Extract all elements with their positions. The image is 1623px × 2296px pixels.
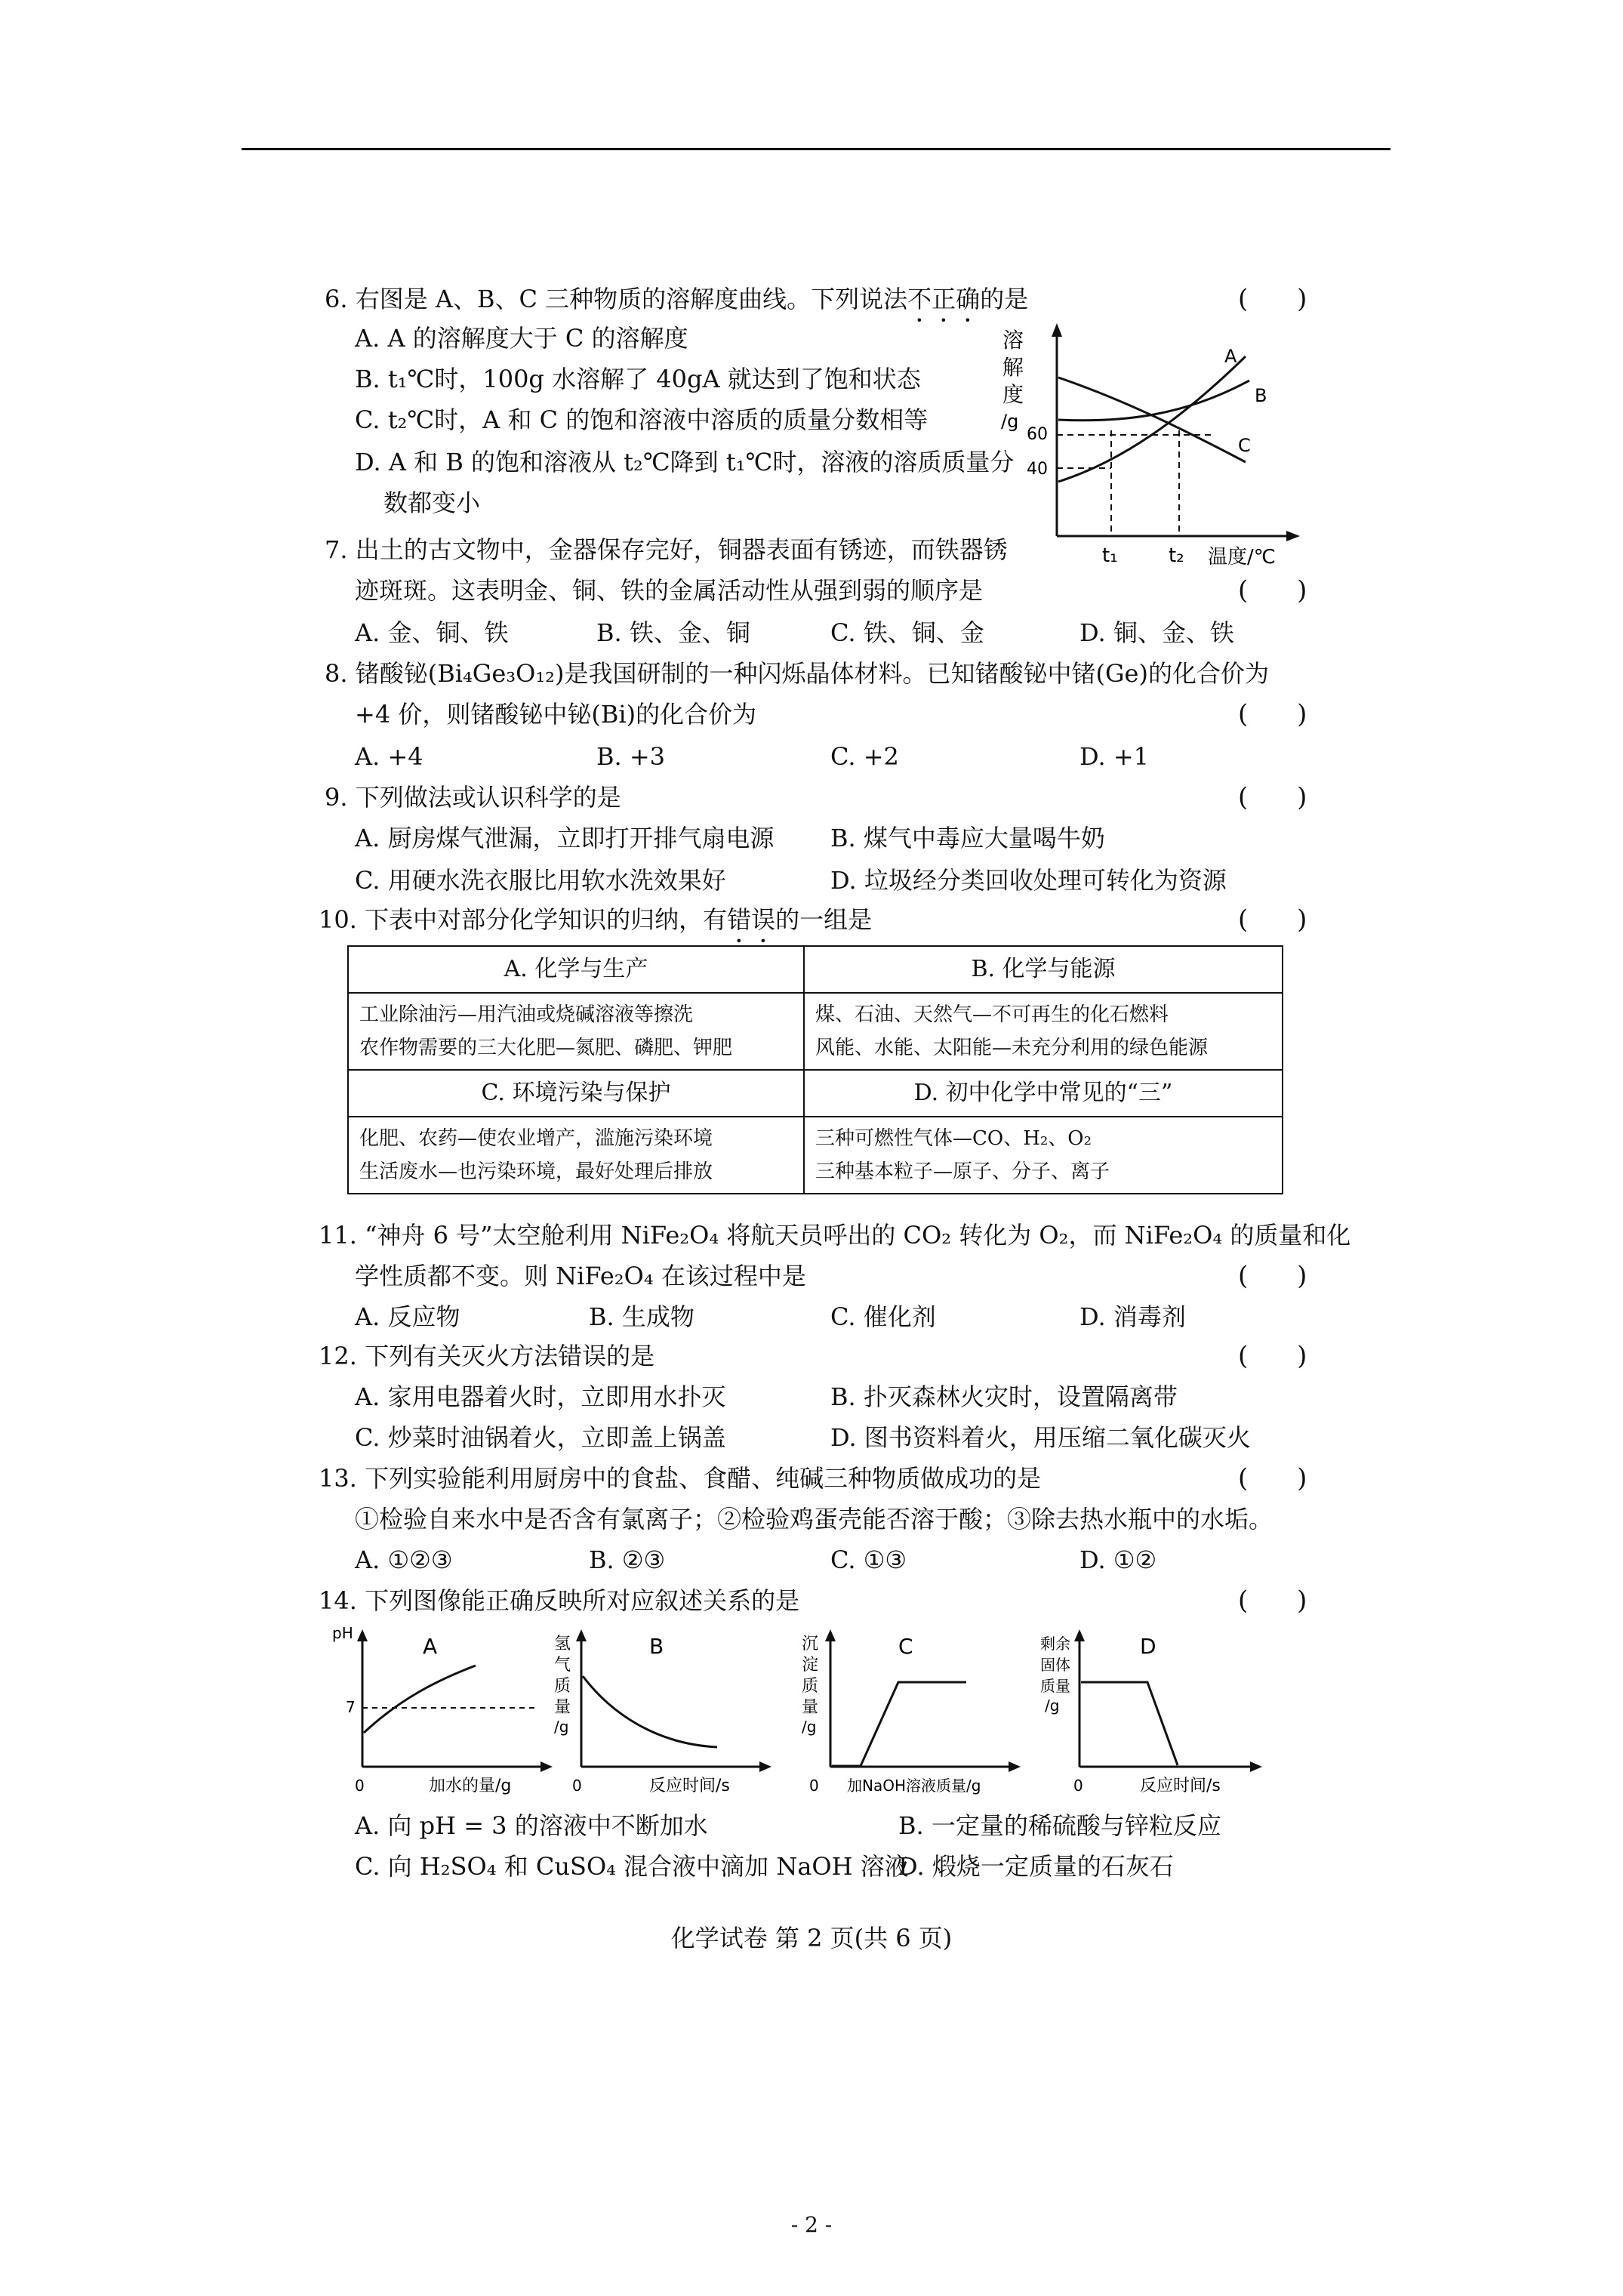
q11-option-a: A. 反应物 — [355, 1302, 460, 1331]
q10-a-line-1: 工业除油污—用汽油或烧碱溶液等擦洗 — [359, 1003, 694, 1026]
q6-option-b: B. t₁℃时，100g 水溶解了 40gA 就达到了饱和状态 — [355, 365, 921, 393]
q13-option-a: A. ①②③ — [355, 1546, 453, 1574]
q10-c-line-2: 生活废水—也污染环境，最好处理后排放 — [359, 1160, 713, 1183]
q10-header-d: D. 初中化学中常见的“三” — [804, 1070, 1283, 1117]
q8-option-a: A. +4 — [355, 742, 423, 771]
graph-c-origin: 0 — [809, 1777, 819, 1795]
q10-c-line-1: 化肥、农药—使农业增产，滥施污染环境 — [359, 1127, 713, 1150]
q10-cell-a — [348, 993, 804, 1070]
graph-c-x-arrow — [1009, 1761, 1021, 1772]
graph-a-title: A — [423, 1634, 438, 1659]
graph-d-title: D — [1140, 1634, 1156, 1659]
q14-option-b: B. 一定量的稀硫酸与锌粒反应 — [898, 1811, 1221, 1840]
graph-c-y-arrow — [825, 1629, 836, 1641]
q6-stem: 6. 右图是 A、B、C 三种物质的溶解度曲线。下列说法不正确的是 — [325, 285, 1029, 313]
graph-d-y-arrow — [1074, 1629, 1085, 1641]
q9-stem: 9. 下列做法或认识科学的是 — [325, 783, 621, 812]
q6-option-c: C. t₂℃时，A 和 C 的饱和溶液中溶质的质量分数相等 — [355, 405, 929, 434]
graph-c-ylabel-4: 量 — [802, 1698, 819, 1717]
graph-b-ylabel-3: 质 — [554, 1677, 571, 1696]
graph-a-ylabel: pH — [332, 1624, 353, 1642]
q10-cell-c — [348, 1117, 804, 1194]
label-a: A — [1224, 346, 1237, 367]
q7-option-a: A. 金、铜、铁 — [355, 618, 509, 647]
q10-header-a: A. 化学与生产 — [348, 946, 804, 993]
graph-c-ylabel-5: /g — [802, 1718, 817, 1736]
q7-option-c: C. 铁、铜、金 — [830, 618, 984, 647]
graph-ylabel-1: 溶 — [1002, 328, 1024, 353]
q9-answer-blank: ( ) — [1238, 782, 1307, 812]
q13-items: ①检验自来水中是否含有氯离子；②检验鸡蛋壳能否溶于酸；③除去热水瓶中的水垢。 — [355, 1505, 1273, 1533]
q13-stem: 13. 下列实验能利用厨房中的食盐、食醋、纯碱三种物质做成功的是 — [319, 1464, 1042, 1493]
graph-b-ylabel-2: 气 — [554, 1656, 571, 1675]
q10-b-line-2: 风能、水能、太阳能—未充分利用的绿色能源 — [815, 1037, 1209, 1059]
q10-stem: 10. 下表中对部分化学知识的归纳，有错误的一组是 — [319, 905, 873, 934]
q14-graph-c — [785, 1623, 1027, 1797]
q10-answer-blank: ( ) — [1238, 905, 1307, 935]
graph-c-ylabel-1: 沉 — [802, 1635, 819, 1653]
q9-option-d: D. 垃圾经分类回收处理可转化为资源 — [830, 866, 1227, 895]
q14-graph-d — [1027, 1623, 1268, 1797]
graph-a-y-arrow — [357, 1629, 368, 1641]
q9-option-a: A. 厨房煤气泄漏，立即打开排气扇电源 — [355, 824, 775, 852]
graph-b-xlabel: 反应时间/s — [649, 1777, 730, 1795]
q14-answer-blank: ( ) — [1238, 1586, 1307, 1616]
graph-ylabel-4: /g — [1001, 411, 1019, 432]
q8-option-b: B. +3 — [596, 742, 666, 771]
q12-option-b: B. 扑灭森林火灾时，设置隔离带 — [830, 1382, 1178, 1411]
q7-answer-blank: ( ) — [1238, 575, 1307, 606]
q11-option-b: B. 生成物 — [589, 1302, 694, 1331]
solubility-curve-graph — [989, 317, 1306, 566]
tick-t2: t₂ — [1169, 544, 1184, 566]
q11-stem-2: 学性质都不变。则 NiFe₂O₄ 在该过程中是 — [355, 1262, 806, 1290]
graph-xlabel: 温度/℃ — [1208, 546, 1276, 566]
q12-answer-blank: ( ) — [1238, 1341, 1307, 1371]
tick-40: 40 — [1027, 460, 1048, 479]
q13-option-d: D. ①② — [1079, 1546, 1157, 1574]
q10-d-line-2: 三种基本粒子—原子、分子、离子 — [815, 1160, 1110, 1183]
label-b: B — [1255, 385, 1267, 406]
graph-a-tick-7: 7 — [346, 1698, 356, 1716]
q14-stem: 14. 下列图像能正确反映所对应叙述关系的是 — [319, 1586, 800, 1615]
q14-graph-a — [332, 1623, 559, 1797]
y-axis-arrow — [1052, 323, 1062, 337]
graph-c-ylabel-2: 淀 — [802, 1656, 819, 1675]
q8-answer-blank: ( ) — [1238, 699, 1307, 729]
graph-b-title: B — [649, 1634, 664, 1659]
top-rule — [242, 148, 1390, 150]
graph-c-curve — [832, 1682, 966, 1766]
q13-option-c: C. ①③ — [830, 1546, 907, 1574]
q8-stem-1: 8. 锗酸铋(Bi₄Ge₃O₁₂)是我国研制的一种闪烁晶体材料。已知锗酸铋中锗(Ge)的化合价为 — [325, 659, 1269, 688]
q8-stem-2: +4 价，则锗酸铋中铋(Bi)的化合价为 — [355, 700, 757, 729]
graph-ylabel-3: 度 — [1002, 382, 1024, 407]
q10-cell-d — [804, 1117, 1283, 1194]
q6-answer-blank: ( ) — [1238, 284, 1307, 314]
q10-b-line-1: 煤、石油、天然气—不可再生的化石燃料 — [815, 1003, 1169, 1026]
page-footer: 化学试卷 第 2 页(共 6 页) — [670, 1924, 953, 1952]
q10-d-line-1: 三种可燃性气体—CO、H₂、O₂ — [815, 1127, 1092, 1150]
graph-b-ylabel-5: /g — [554, 1718, 569, 1736]
q14-option-c: C. 向 H₂SO₄ 和 CuSO₄ 混合液中滴加 NaOH 溶液 — [355, 1852, 909, 1881]
graph-b-ylabel-1: 氢 — [554, 1635, 571, 1653]
q7-option-b: B. 铁、金、铜 — [596, 618, 750, 647]
graph-d-ylabel-2: 固体 — [1040, 1656, 1070, 1674]
graph-d-xlabel: 反应时间/s — [1140, 1777, 1221, 1795]
page-number: - 2 - — [790, 2212, 833, 2237]
curve-b — [1058, 381, 1249, 421]
graph-a-origin: 0 — [355, 1777, 365, 1795]
q14-option-d: D. 煅烧一定质量的石灰石 — [898, 1852, 1174, 1881]
graph-b-curve — [583, 1676, 717, 1747]
q12-option-a: A. 家用电器着火时，立即用水扑灭 — [355, 1382, 726, 1411]
q14-option-a: A. 向 pH = 3 的溶液中不断加水 — [355, 1811, 708, 1840]
q7-option-d: D. 铜、金、铁 — [1079, 618, 1234, 647]
q10-header-c: C. 环境污染与保护 — [348, 1070, 804, 1117]
graph-c-title: C — [898, 1634, 913, 1659]
tick-60: 60 — [1027, 425, 1048, 444]
label-c: C — [1238, 435, 1251, 456]
graph-b-y-arrow — [576, 1629, 587, 1641]
q14-graph-b — [544, 1623, 785, 1797]
graph-ylabel-2: 解 — [1002, 355, 1024, 380]
q8-option-c: C. +2 — [830, 742, 899, 771]
q7-stem-1: 7. 出土的古文物中，金器保存完好，铜器表面有锈迹，而铁器锈 — [325, 535, 1008, 564]
q10-a-line-2: 农作物需要的三大化肥—氮肥、磷肥、钾肥 — [359, 1037, 733, 1059]
q8-option-d: D. +1 — [1079, 742, 1150, 771]
graph-b-ylabel-4: 量 — [554, 1698, 571, 1717]
graph-a-xlabel: 加水的量/g — [429, 1777, 512, 1795]
graph-a-curve — [364, 1666, 476, 1733]
graph-d-ylabel-1: 剩余 — [1040, 1635, 1070, 1653]
graph-d-origin: 0 — [1073, 1777, 1083, 1795]
q12-option-d: D. 图书资料着火，用压缩二氧化碳灭火 — [830, 1423, 1251, 1452]
q11-stem-1: 11. “神舟 6 号”太空舱利用 NiFe₂O₄ 将航天员呼出的 CO₂ 转化为 O₂，而 NiFe₂O₄ 的质量和化 — [319, 1221, 1351, 1250]
q11-option-c: C. 催化剂 — [830, 1302, 936, 1331]
q11-option-d: D. 消毒剂 — [1079, 1302, 1186, 1331]
graph-b-x-arrow — [759, 1761, 771, 1772]
q9-option-c: C. 用硬水洗衣服比用软水洗效果好 — [355, 866, 726, 895]
q12-stem: 12. 下列有关灭火方法错误的是 — [319, 1342, 655, 1370]
tick-t1: t₁ — [1102, 544, 1118, 566]
graph-d-x-arrow — [1250, 1761, 1262, 1772]
q6-option-d-cont: 数都变小 — [383, 488, 481, 517]
q12-option-c: C. 炒菜时油锅着火，立即盖上锅盖 — [355, 1423, 726, 1452]
graph-d-ylabel-4: /g — [1045, 1697, 1060, 1715]
q6-option-d: D. A 和 B 的饱和溶液从 t₂℃降到 t₁℃时，溶液的溶质质量分 — [355, 448, 1015, 476]
graph-c-xlabel: 加NaOH溶液质量/g — [847, 1777, 981, 1795]
q10-header-b: B. 化学与能源 — [804, 946, 1283, 993]
graph-b-origin: 0 — [572, 1777, 582, 1795]
graph-c-ylabel-3: 质 — [802, 1677, 819, 1696]
graph-d-curve — [1081, 1682, 1178, 1765]
q11-answer-blank: ( ) — [1238, 1261, 1307, 1291]
curve-a — [1058, 356, 1246, 482]
q6-option-a: A. A 的溶解度大于 C 的溶解度 — [355, 324, 688, 353]
graph-d-ylabel-3: 质量 — [1040, 1677, 1070, 1695]
q13-answer-blank: ( ) — [1238, 1463, 1307, 1493]
q7-stem-2: 迹斑斑。这表明金、铜、铁的金属活动性从强到弱的顺序是 — [355, 576, 984, 605]
q10-table — [347, 945, 1283, 1194]
x-axis-arrow — [1286, 531, 1300, 541]
q10-cell-b — [804, 993, 1283, 1070]
q9-option-b: B. 煤气中毒应大量喝牛奶 — [830, 824, 1105, 852]
q13-option-b: B. ②③ — [589, 1546, 666, 1574]
